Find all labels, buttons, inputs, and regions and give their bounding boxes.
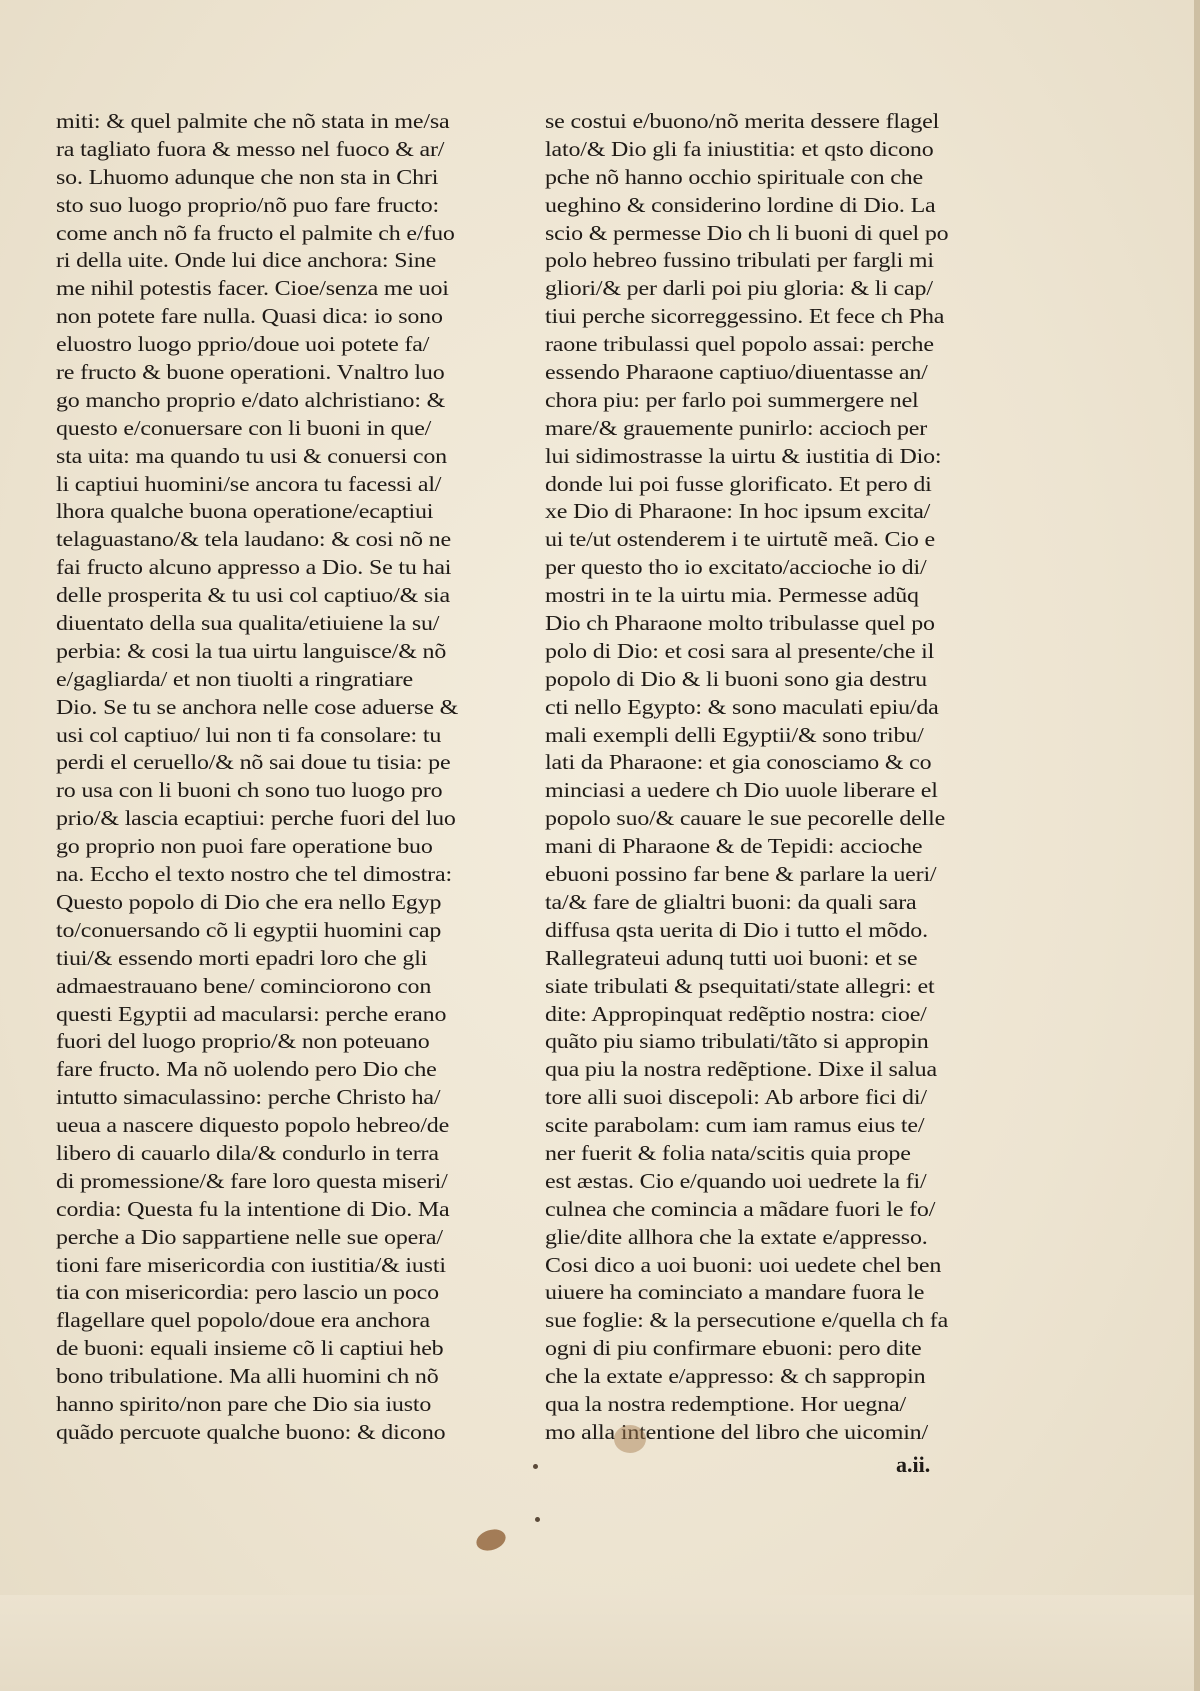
text-line: se costui e/buono/nõ merita dessere flagel xyxy=(545,109,940,133)
text-line: xe Dio di Pharaone: In hoc ipsum excita/ xyxy=(545,499,931,524)
text-line: re fructo & buone operationi. Vnaltro luo xyxy=(56,360,445,385)
text-line: popolo di Dio & li buoni sono gia destru xyxy=(545,666,927,691)
text-line: hanno spirito/non pare che Dio sia iusto xyxy=(56,1391,432,1416)
text-line: scite parabolam: cum iam ramus eius te/ xyxy=(545,1113,925,1138)
text-line: chora piu: per farlo poi summergere nel xyxy=(545,387,919,412)
text-line: minciasi a uedere ch Dio uuole liberare el xyxy=(545,778,938,803)
text-line: perdi el ceruello/& nõ sai doue tu tisia: pe xyxy=(56,750,451,775)
paper-stain xyxy=(614,1425,646,1453)
text-line: go mancho proprio e/dato alchristiano: & xyxy=(56,387,446,412)
text-line: ueghino & considerino lordine di Dio. La xyxy=(545,192,936,217)
text-line: essendo Pharaone captiuo/diuentasse an/ xyxy=(545,360,928,385)
text-line: tia con misericordia: pero lascio un poco xyxy=(56,1280,439,1305)
text-line: tiui/& essendo morti epadri loro che gli xyxy=(56,945,428,970)
text-line: questo e/conuersare con li buoni in que/ xyxy=(56,415,432,440)
text-line: popolo suo/& cauare le sue pecorelle delle xyxy=(545,806,946,831)
text-line: sta uita: ma quando tu usi & conuersi con xyxy=(56,443,448,468)
text-line: mani di Pharaone & de Tepidi: accioche xyxy=(545,834,923,859)
text-line: me nihil potestis facer. Cioe/senza me uoi xyxy=(56,276,449,301)
right-text-column xyxy=(545,108,995,1447)
text-line: sue foglie: & la persecutione e/quella ch fa xyxy=(545,1308,949,1333)
text-line: lato/& Dio gli fa iniustitia: et qsto dicono xyxy=(545,136,934,161)
text-line: ogni di piu confirmare ebuoni: pero dite xyxy=(545,1336,922,1361)
text-line: admaestrauano bene/ cominciorono con xyxy=(56,973,432,998)
text-line: scio & permesse Dio ch li buoni di quel po xyxy=(545,220,949,245)
page-edge xyxy=(1194,0,1200,1691)
text-line: polo di Dio: et cosi sara al presente/che il xyxy=(545,638,935,663)
text-line: non potete fare nulla. Quasi dica: io sono xyxy=(56,304,443,329)
signature-mark: a.ii. xyxy=(896,1452,931,1477)
text-line: perche a Dio sappartiene nelle sue opera/ xyxy=(56,1224,443,1249)
text-line: di promessione/& fare loro questa miseri/ xyxy=(56,1168,448,1193)
text-line: perbia: & cosi la tua uirtu languisce/& nõ xyxy=(56,638,447,663)
text-line: sto suo luogo proprio/nõ puo fare fructo: xyxy=(56,192,440,217)
text-line: ro usa con li buoni ch sono tuo luogo pro xyxy=(56,778,443,803)
text-line: donde lui poi fusse glorificato. Et pero di xyxy=(545,471,932,496)
ink-stain xyxy=(474,1526,509,1554)
text-line: na. Eccho el texto nostro che tel dimostra: xyxy=(56,862,452,887)
text-line: tore alli suoi discepoli: Ab arbore fici di/ xyxy=(545,1085,927,1110)
text-line: bono tribulatione. Ma alli huomini ch nõ xyxy=(56,1364,439,1389)
text-line: ta/& fare de glialtri buoni: da quali sara xyxy=(545,889,917,914)
text-line: ebuoni possino far bene & parlare la ueri/ xyxy=(545,862,937,887)
text-line: intutto simaculassino: perche Christo ha/ xyxy=(56,1085,441,1110)
text-line: quãdo percuote qualche buono: & dicono xyxy=(56,1419,446,1444)
text-line: tiui perche sicorreggessino. Et fece ch Pha xyxy=(545,304,945,329)
text-line: glie/dite allhora che la extate e/appresso. xyxy=(545,1224,928,1249)
text-line: Rallegrateui adunq tutti uoi buoni: et se xyxy=(545,945,918,970)
text-line: polo hebreo fussino tribulati per fargli mi xyxy=(545,248,934,273)
ink-dot xyxy=(535,1517,540,1522)
text-line: questi Egyptii ad macularsi: perche erano xyxy=(56,1001,447,1026)
text-line: ui te/ut ostenderem i te uirtutẽ meã. Cio e xyxy=(545,527,935,552)
text-line: libero di cauarlo dila/& condurlo in terra xyxy=(56,1140,439,1165)
text-line: ra tagliato fuora & messo nel fuoco & ar/ xyxy=(56,136,445,161)
text-line: Dio. Se tu se anchora nelle cose aduerse & xyxy=(56,694,459,719)
text-line: flagellare quel popolo/doue era anchora xyxy=(56,1308,430,1333)
text-line: de buoni: equali insieme cõ li captiui heb xyxy=(56,1336,444,1361)
text-line: li captiui huomini/se ancora tu facessi al/ xyxy=(56,471,442,496)
text-line: prio/& lascia ecaptiui: perche fuori del luo xyxy=(56,806,456,831)
text-line: mare/& grauemente punirlo: accioch per xyxy=(545,415,928,440)
text-line: delle prosperita & tu usi col captiuo/& sia xyxy=(56,583,450,608)
text-line: diffusa qsta uerita di Dio i tutto el mõdo. xyxy=(545,917,928,942)
text-line: qua la nostra redemptione. Hor uegna/ xyxy=(545,1391,907,1416)
text-line: lui sidimostrasse la uirtu & iustitia di Dio: xyxy=(545,443,942,468)
text-line: usi col captiuo/ lui non ti fa consolare: tu xyxy=(56,722,442,747)
text-line: siate tribulati & psequitati/state allegri: et xyxy=(545,973,935,998)
text-line: che la extate e/appresso: & ch sappropin xyxy=(545,1364,926,1389)
text-line: qua piu la nostra redẽptione. Dixe il salua xyxy=(545,1057,937,1082)
text-line: cti nello Egypto: & sono maculati epiu/da xyxy=(545,694,939,719)
text-line: Questo popolo di Dio che era nello Egyp xyxy=(56,889,442,914)
text-line: pche nõ hanno occhio spirituale con che xyxy=(545,164,923,189)
text-line: per questo tho io excitato/accioche io di/ xyxy=(545,555,927,580)
text-line: eluostro luogo pprio/doue uoi potete fa/ xyxy=(56,332,430,357)
text-line: e/gagliarda/ et non tiuolti a ringratiare xyxy=(56,666,413,691)
text-line: mo alla intentione del libro che uicomin/ xyxy=(545,1419,928,1444)
text-line: tioni fare misericordia con iustitia/& iusti xyxy=(56,1252,446,1277)
text-line: ri della uite. Onde lui dice anchora: Sine xyxy=(56,248,437,273)
text-line: go proprio non puoi fare operatione buo xyxy=(56,834,433,859)
text-line: so. Lhuomo adunque che non sta in Chri xyxy=(56,164,439,189)
text-line: quãto piu siamo tribulati/tãto si appropin xyxy=(545,1029,929,1054)
page-lower-margin xyxy=(0,1595,1200,1691)
text-line: fare fructo. Ma nõ uolendo pero Dio che xyxy=(56,1057,437,1082)
text-line: to/conuersando cõ li egyptii huomini cap xyxy=(56,917,442,942)
text-line: lati da Pharaone: et gia conosciamo & co xyxy=(545,750,932,775)
text-line: miti: & quel palmite che nõ stata in me/sa xyxy=(56,109,450,133)
text-line: Cosi dico a uoi buoni: uoi uedete chel ben xyxy=(545,1252,942,1277)
text-line: ueua a nascere diquesto popolo hebreo/de xyxy=(56,1113,450,1138)
text-line: cordia: Questa fu la intentione di Dio. Ma xyxy=(56,1196,450,1221)
text-line: telaguastano/& tela laudano: & cosi nõ ne xyxy=(56,527,451,552)
text-line: dite: Appropinquat redẽptio nostra: cioe/ xyxy=(545,1001,927,1026)
text-line: culnea che comincia a mãdare fuori le fo/ xyxy=(545,1196,936,1221)
ink-dot xyxy=(533,1464,538,1469)
text-line: raone tribulassi quel popolo assai: perche xyxy=(545,332,934,357)
text-line: come anch nõ fa fructo el palmite ch e/fuo xyxy=(56,220,455,245)
text-line: diuentato della sua qualita/etiuiene la su/ xyxy=(56,611,440,636)
text-line: ner fuerit & folia nata/scitis quia prope xyxy=(545,1140,911,1165)
text-line: uiuere ha cominciato a mandare fuora le xyxy=(545,1280,925,1305)
left-text-column xyxy=(56,108,506,1447)
text-line: fai fructo alcuno appresso a Dio. Se tu hai xyxy=(56,555,452,580)
text-line: mali exempli delli Egyptii/& sono tribu/ xyxy=(545,722,924,747)
text-line: mostri in te la uirtu mia. Permesse adũq xyxy=(545,583,919,608)
text-line: Dio ch Pharaone molto tribulasse quel po xyxy=(545,611,935,636)
text-line: est æstas. Cio e/quando uoi uedrete la fi/ xyxy=(545,1168,927,1193)
text-line: gliori/& per darli poi piu gloria: & li cap/ xyxy=(545,276,933,301)
text-line: fuori del luogo proprio/& non poteuano xyxy=(56,1029,430,1054)
text-line: lhora qualche buona operatione/ecaptiui xyxy=(56,499,434,524)
